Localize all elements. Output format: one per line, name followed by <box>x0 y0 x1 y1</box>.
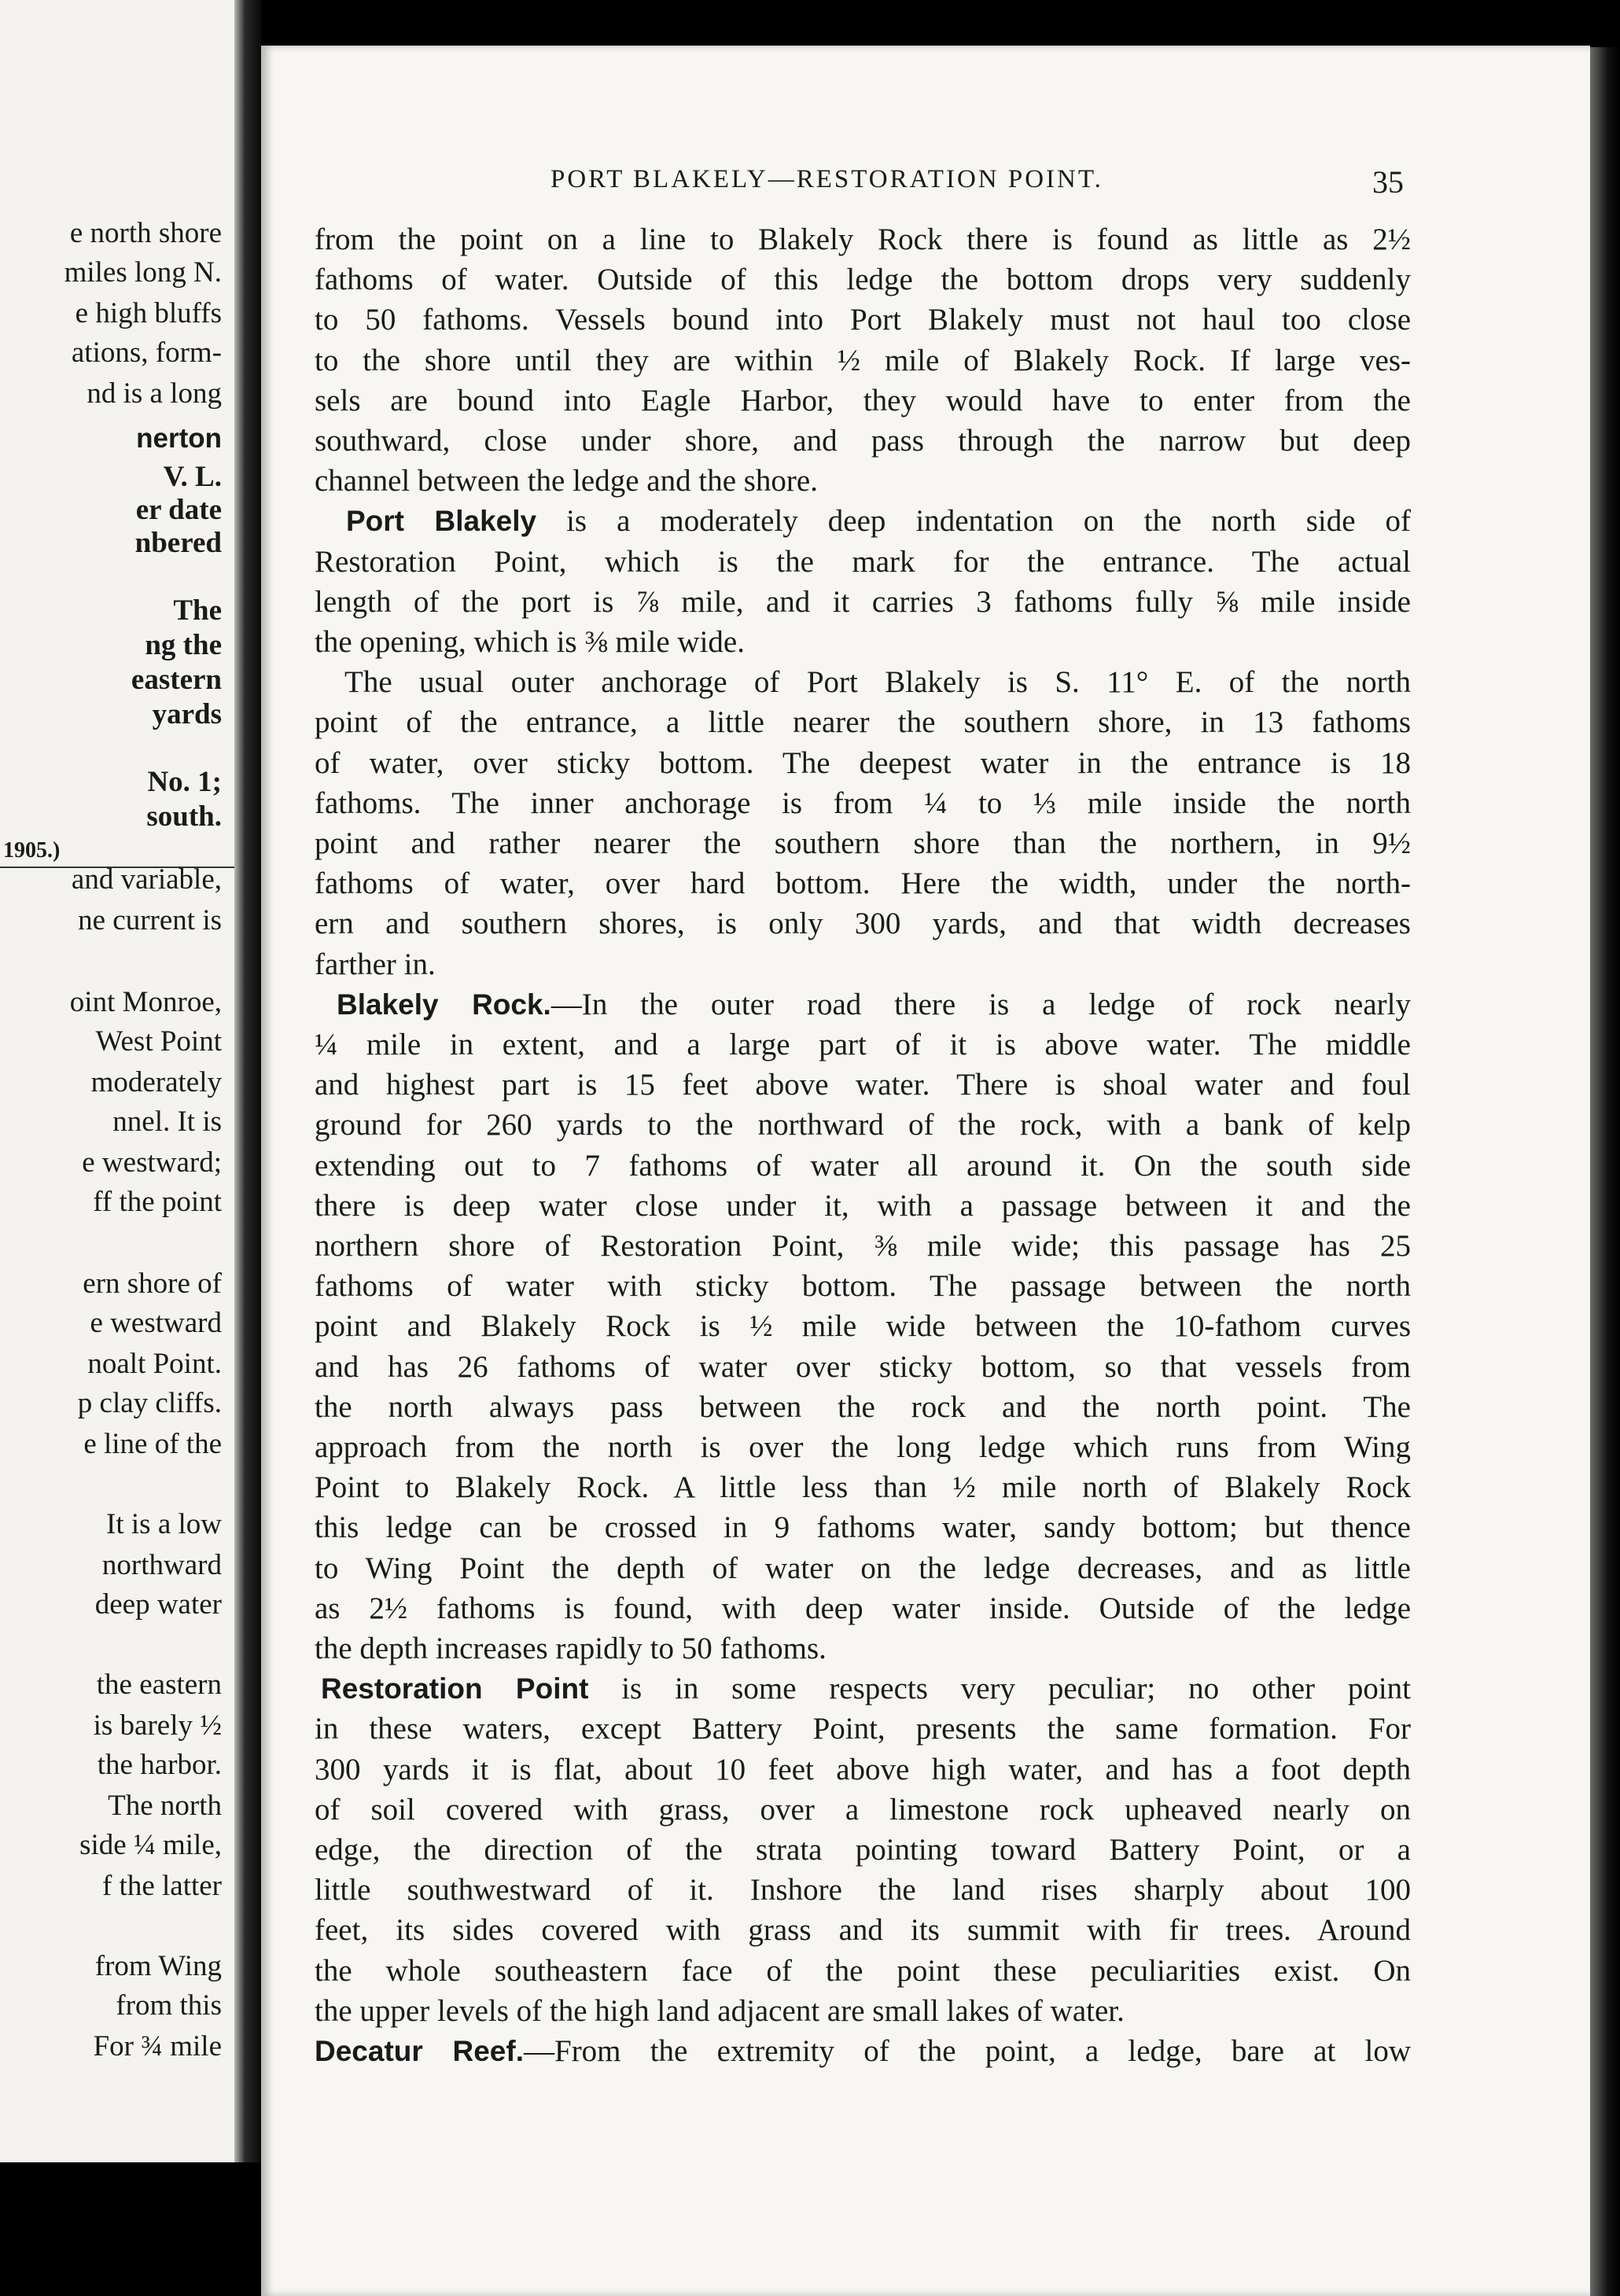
left-page-fragment: e high bluffs <box>75 297 222 329</box>
left-page-fragment: the harbor. <box>97 1749 222 1781</box>
paragraph-heading: Blakely Rock. <box>337 988 551 1021</box>
body-line <box>337 989 1411 1020</box>
body-line-text: fathoms. The inner anchorage is from ¼ to ⅓ mile inside the north <box>315 786 1411 820</box>
body-line <box>315 1512 1411 1543</box>
body-line <box>315 1349 1411 1384</box>
body-line-text: little southwestward of it. Inshore the land rises sharply about 100 <box>315 1873 1411 1908</box>
left-page-fragment: northward <box>101 1549 222 1581</box>
body-line <box>315 1754 1411 1785</box>
page-number: 35 <box>1372 164 1404 200</box>
left-page-fragment: ff the point <box>93 1186 222 1218</box>
body-line <box>315 464 1411 499</box>
left-page-fragment: moderately <box>90 1066 222 1098</box>
body-line-text: to the shore until they are within ½ mile of Blakely Rock. If large ves- <box>315 343 1411 377</box>
body-line-text: as 2½ fathoms is found, with deep water inside. Outside of the ledge <box>315 1591 1411 1625</box>
body-line <box>315 788 1411 819</box>
left-page-fragment: from Wing <box>94 1950 222 1982</box>
left-facing-page <box>0 0 236 2162</box>
body-line-text: to Wing Point the depth of water on the ledge decreases, and as little <box>315 1551 1411 1585</box>
left-page-fragment: side ¼ mile, <box>79 1829 222 1861</box>
left-page-fragment: V. L. <box>163 461 222 493</box>
body-line <box>315 1389 1411 1424</box>
left-page-fragment: e line of the <box>83 1428 222 1460</box>
page-edge-shadow <box>1590 47 1620 2296</box>
body-line <box>315 425 1411 456</box>
body-line <box>315 1109 1411 1140</box>
body-line <box>315 707 1411 738</box>
body-line <box>315 908 1411 939</box>
body-line-text: the depth increases rapidly to 50 fathoms. <box>315 1632 827 1665</box>
body-line-text: is a moderately deep indentation on the north side of <box>536 504 1412 539</box>
body-line <box>315 304 1411 335</box>
paragraph-heading: Restoration Point <box>321 1672 589 1705</box>
body-line <box>315 1553 1411 1584</box>
body-line <box>315 1231 1411 1261</box>
body-line-text: and has 26 fathoms of water over sticky bottom, so that vessels from <box>315 1349 1411 1384</box>
left-page-fragment: and variable, <box>71 863 222 896</box>
left-page-fragment: south. <box>146 800 222 833</box>
body-line <box>315 1269 1411 1304</box>
body-line <box>315 1834 1411 1865</box>
body-line-text: extending out to 7 fathoms of water all around it. On the south side <box>315 1148 1411 1183</box>
left-page-fragment: ng the <box>145 629 222 661</box>
body-line <box>315 1713 1411 1744</box>
body-line <box>315 584 1411 619</box>
left-page-fragment: eastern <box>131 664 222 696</box>
body-line-text: the opening, which is ⅜ mile wide. <box>315 625 745 659</box>
body-line-text: fathoms of water. Outside of this ledge the bottom drops very suddenly <box>315 263 1411 297</box>
body-line-text: The usual outer anchorage of Port Blakely is S. 11° E. of the north <box>344 665 1411 700</box>
left-page-fragment: e westward; <box>82 1146 222 1179</box>
left-page-fragment: ern shore of <box>83 1268 222 1300</box>
body-line <box>315 1794 1411 1825</box>
left-page-fragment: It is a low <box>106 1508 222 1540</box>
body-line <box>315 1029 1411 1060</box>
left-page-fragment: er date <box>135 494 222 526</box>
body-line-text: in these waters, except Battery Point, presents the same formation. For <box>315 1712 1411 1746</box>
body-line-text: southward, close under shore, and pass through the narrow but deep <box>315 424 1411 458</box>
left-page-fragment: f the latter <box>101 1870 222 1902</box>
left-page-fragment: noalt Point. <box>87 1348 222 1380</box>
body-line <box>315 1150 1411 1181</box>
paragraph-heading: Decatur Reef. <box>315 2035 524 2067</box>
left-page-fragment: from this <box>116 1989 222 2022</box>
body-line-text: of water, over sticky bottom. The deepest water in the entrance is 18 <box>315 745 1411 780</box>
body-line <box>315 1472 1411 1503</box>
body-line <box>321 1673 1411 1704</box>
left-page-fragment: nnel. It is <box>112 1106 222 1138</box>
body-line-text: 300 yards it is flat, about 10 feet above high water, and has a foot depth <box>315 1752 1411 1786</box>
body-line-text: ground for 260 yards to the northward of the rock, with a bank of kelp <box>315 1108 1411 1142</box>
body-line-text: and highest part is 15 feet above water. There is shoal water and foul <box>315 1068 1411 1102</box>
body-line-text: Point to Blakely Rock. A little less than ½ mile north of Blakely Rock <box>315 1470 1411 1505</box>
left-page-fragment: is barely ½ <box>93 1709 222 1742</box>
body-line-text: ern and southern shores, is only 300 yards, and that width decreases <box>315 907 1411 941</box>
body-line <box>315 828 1411 859</box>
body-line-text: approach from the north is over the long ledge which runs from Wing <box>315 1430 1411 1464</box>
body-line <box>315 1432 1411 1463</box>
body-line <box>315 345 1411 376</box>
body-line <box>315 1309 1411 1344</box>
paragraph-heading: Port Blakely <box>346 505 537 538</box>
body-line <box>315 1190 1411 1221</box>
body-line <box>315 949 1411 980</box>
body-line <box>315 745 1411 780</box>
left-page-fragment: miles long N. <box>64 256 222 289</box>
body-line-text: length of the port is ⅞ mile, and it carries 3 fathoms fully ⅝ mile inside <box>315 584 1411 619</box>
book-gutter <box>234 0 261 2162</box>
body-line-text: farther in. <box>315 947 436 981</box>
left-page-fragment: West Point <box>95 1025 222 1058</box>
left-page-fragment: e westward <box>90 1307 222 1339</box>
body-line-text: feet, its sides covered with grass and its summit with fir trees. Around <box>315 1913 1411 1948</box>
left-page-fragment: nerton <box>136 423 222 454</box>
left-page-fragment: yards <box>152 698 222 730</box>
body-line-text: ¼ mile in extent, and a large part of it is above water. The middle <box>315 1028 1411 1062</box>
body-line-text: the whole southeastern face of the point these peculiarities exist. On <box>315 1953 1411 1988</box>
left-page-fragment: nd is a long <box>87 377 222 410</box>
left-page-fragment: e north shore <box>69 217 222 249</box>
left-page-fragment: No. 1; <box>147 766 222 798</box>
left-page-fragment: ations, form- <box>71 337 222 369</box>
body-line-text: channel between the ledge and the shore. <box>315 464 818 499</box>
body-line <box>315 546 1411 577</box>
body-line-text: edge, the direction of the strata pointing toward Battery Point, or a <box>315 1833 1411 1867</box>
body-line <box>315 224 1411 255</box>
body-line-text: point of the entrance, a little nearer the southern shore, in 13 fathoms <box>315 705 1411 740</box>
body-line-text: is in some respects very peculiar; no other point <box>588 1672 1411 1706</box>
body-line <box>315 1633 1411 1664</box>
body-line <box>315 1593 1411 1624</box>
body-line-text: there is deep water close under it, with a passage between it and the <box>315 1188 1411 1223</box>
left-page-fragment: ne current is <box>78 904 222 936</box>
body-line-text: fathoms of water with sticky bottom. The passage between the north <box>315 1269 1411 1304</box>
body-line <box>315 1913 1411 1948</box>
left-page-fragment: nbered <box>134 527 222 559</box>
body-line <box>315 1993 1411 2028</box>
body-line <box>315 2036 1411 2066</box>
body-line-text: —In the outer road there is a ledge of rock nearly <box>550 987 1411 1021</box>
body-line <box>315 1953 1411 1988</box>
body-line-text: point and Blakely Rock is ½ mile wide between the 10-fathom curves <box>315 1309 1411 1344</box>
body-line <box>315 385 1411 416</box>
body-line <box>315 627 1411 657</box>
body-line <box>315 1873 1411 1908</box>
left-page-fragment: For ¾ mile <box>93 2030 222 2062</box>
left-page-fragment: p clay cliffs. <box>77 1387 222 1419</box>
left-page-fragment: oint Monroe, <box>69 986 222 1018</box>
body-line <box>315 868 1411 899</box>
left-page-fragment: The north <box>108 1790 222 1822</box>
body-line-text: the north always pass between the rock and the north point. The <box>315 1389 1411 1424</box>
running-head: PORT BLAKELY—RESTORATION POINT. <box>550 165 1103 193</box>
body-line <box>344 665 1411 700</box>
left-page-fragment: The <box>173 594 222 627</box>
body-line <box>346 504 1412 539</box>
left-page-fragment: the eastern <box>96 1669 222 1701</box>
body-line-text: from the point on a line to Blakely Rock there is found as little as 2½ <box>315 223 1411 256</box>
body-line-text: of soil covered with grass, over a limestone rock upheaved nearly on <box>315 1792 1411 1827</box>
body-line-text: to 50 fathoms. Vessels bound into Port Blakely must not haul too close <box>315 303 1411 337</box>
left-page-fragment: deep water <box>94 1588 222 1621</box>
body-line-text: northern shore of Restoration Point, ⅜ mile wide; this passage has 25 <box>315 1229 1411 1263</box>
body-line-text: this ledge can be crossed in 9 fathoms water, sandy bottom; but thence <box>315 1510 1411 1545</box>
body-line-text: sels are bound into Eagle Harbor, they would have to enter from the <box>315 383 1411 418</box>
body-line-text: the upper levels of the high land adjacent are small lakes of water. <box>315 1993 1125 2028</box>
left-page-fragment: 1905.) <box>3 838 61 863</box>
body-line-text: Restoration Point, which is the mark for the entrance. The actual <box>315 544 1411 579</box>
body-line-text: point and rather nearer the southern shore than the northern, in 9½ <box>315 826 1411 860</box>
body-line <box>315 264 1411 295</box>
body-line <box>315 1069 1411 1100</box>
body-line-text: —From the extremity of the point, a ledge, bare at low <box>524 2034 1412 2068</box>
body-line-text: fathoms of water, over hard bottom. Here the width, under the north- <box>315 867 1411 901</box>
